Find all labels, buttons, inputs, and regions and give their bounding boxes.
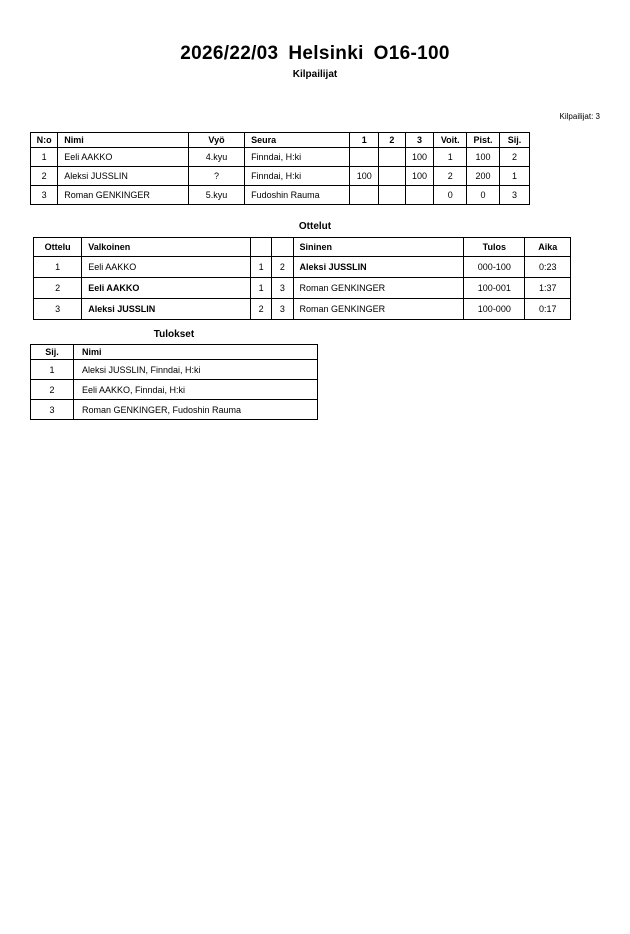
table-row [31, 400, 318, 420]
cell-wins: 1 [434, 148, 467, 167]
cell-club: Finndai, H:ki [245, 167, 350, 186]
table-header-row [31, 345, 318, 360]
results-section-label: Tulokset [153, 329, 195, 340]
cell-name: Aleksi JUSSLIN [58, 167, 189, 186]
results-table [30, 344, 318, 420]
col-time: Aika [525, 238, 571, 257]
matches-table-wrap [33, 237, 571, 320]
matches-table [33, 237, 571, 320]
title-date: 2026/22/03 [180, 43, 279, 64]
competitors-section-label: Kilpailijat [292, 69, 338, 80]
col-rank: Sij. [31, 345, 74, 360]
table-row [31, 360, 318, 380]
cell-name: Roman GENKINGER [58, 186, 189, 205]
cell-name: Aleksi JUSSLIN, Finndai, H:ki [74, 360, 318, 380]
cell-rank: 3 [31, 400, 74, 420]
table-row [31, 380, 318, 400]
title-city: Helsinki [288, 43, 364, 64]
col-result: Tulos [464, 238, 525, 257]
cell-match-no: 1 [34, 257, 82, 278]
col-rank: Sij. [499, 133, 529, 148]
matches-section-label: Ottelut [298, 221, 332, 232]
col-name: Nimi [58, 133, 189, 148]
cell-blue-num: 2 [272, 257, 293, 278]
cell-blue-num: 3 [272, 278, 293, 299]
col-no: N:o [31, 133, 58, 148]
col-white: Valkoinen [82, 238, 251, 257]
cell-blue: Roman GENKINGER [293, 278, 464, 299]
cell-no: 2 [31, 167, 58, 186]
cell-result: 100-001 [464, 278, 525, 299]
cell-rank: 2 [31, 380, 74, 400]
col-m2: 2 [379, 133, 405, 148]
results-table-wrap [30, 344, 318, 420]
document-page [0, 43, 630, 934]
col-points: Pist. [467, 133, 500, 148]
cell-name: Roman GENKINGER, Fudoshin Rauma [74, 400, 318, 420]
cell-white: Aleksi JUSSLIN [82, 299, 251, 320]
cell-white-num: 2 [250, 299, 271, 320]
cell-match-no: 2 [34, 278, 82, 299]
cell-m2 [379, 186, 405, 205]
cell-points: 100 [467, 148, 500, 167]
cell-blue: Roman GENKINGER [293, 299, 464, 320]
competitor-count: Kilpailijat: 3 [559, 112, 600, 121]
cell-name: Eeli AAKKO [58, 148, 189, 167]
cell-result: 000-100 [464, 257, 525, 278]
cell-time: 0:17 [525, 299, 571, 320]
cell-m1: 100 [350, 167, 379, 186]
competitors-table [30, 132, 530, 205]
table-row [31, 148, 530, 167]
cell-points: 200 [467, 167, 500, 186]
table-row [31, 186, 530, 205]
cell-wins: 0 [434, 186, 467, 205]
col-club: Seura [245, 133, 350, 148]
cell-match-no: 3 [34, 299, 82, 320]
cell-m2 [379, 148, 405, 167]
col-belt: Vyö [188, 133, 244, 148]
col-blue: Sininen [293, 238, 464, 257]
cell-result: 100-000 [464, 299, 525, 320]
table-row [31, 167, 530, 186]
cell-time: 0:23 [525, 257, 571, 278]
cell-blue-num: 3 [272, 299, 293, 320]
cell-rank: 3 [499, 186, 529, 205]
col-match-no: Ottelu [34, 238, 82, 257]
cell-time: 1:37 [525, 278, 571, 299]
col-name: Nimi [74, 345, 318, 360]
col-blue-num [272, 238, 293, 257]
cell-no: 3 [31, 186, 58, 205]
col-m1: 1 [350, 133, 379, 148]
table-row [34, 299, 571, 320]
table-header-row [34, 238, 571, 257]
cell-m3 [405, 186, 434, 205]
cell-belt: ? [188, 167, 244, 186]
cell-m3: 100 [405, 148, 434, 167]
col-wins: Voit. [434, 133, 467, 148]
cell-wins: 2 [434, 167, 467, 186]
table-header-row [31, 133, 530, 148]
cell-white: Eeli AAKKO [82, 257, 251, 278]
cell-rank: 2 [499, 148, 529, 167]
competitors-table-wrap [30, 132, 530, 205]
cell-rank: 1 [499, 167, 529, 186]
table-row [34, 257, 571, 278]
col-m3: 3 [405, 133, 434, 148]
cell-belt: 5.kyu [188, 186, 244, 205]
cell-white: Eeli AAKKO [82, 278, 251, 299]
cell-rank: 1 [31, 360, 74, 380]
cell-no: 1 [31, 148, 58, 167]
title-pool: O16-100 [373, 43, 450, 64]
cell-club: Finndai, H:ki [245, 148, 350, 167]
col-white-num [250, 238, 271, 257]
page-title [0, 43, 630, 65]
cell-name: Eeli AAKKO, Finndai, H:ki [74, 380, 318, 400]
cell-m1 [350, 148, 379, 167]
cell-blue: Aleksi JUSSLIN [293, 257, 464, 278]
table-row [34, 278, 571, 299]
cell-white-num: 1 [250, 257, 271, 278]
cell-points: 0 [467, 186, 500, 205]
cell-m1 [350, 186, 379, 205]
cell-m3: 100 [405, 167, 434, 186]
cell-white-num: 1 [250, 278, 271, 299]
cell-club: Fudoshin Rauma [245, 186, 350, 205]
cell-belt: 4.kyu [188, 148, 244, 167]
cell-m2 [379, 167, 405, 186]
